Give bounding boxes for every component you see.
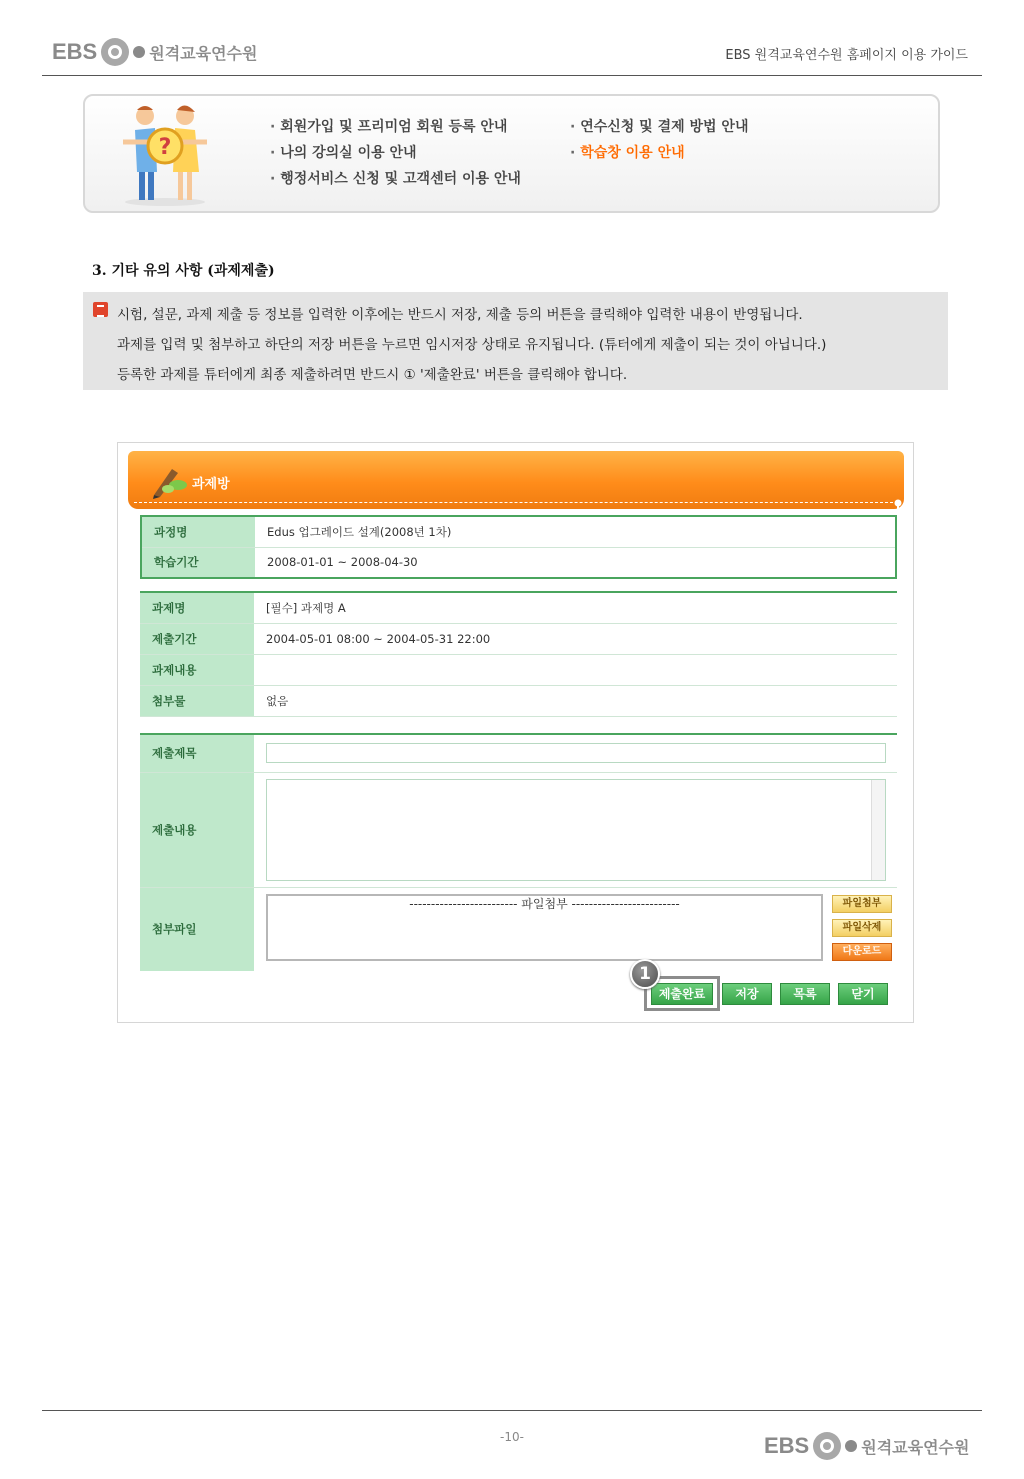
attach-file-label: 첨부파일 xyxy=(140,887,254,971)
submit-period-label: 제출기간 xyxy=(140,623,254,654)
submit-title-input[interactable] xyxy=(266,743,886,763)
table-row xyxy=(140,685,897,716)
course-name-label: 과정명 xyxy=(141,516,255,547)
title-dashed-line xyxy=(134,502,898,503)
table-row xyxy=(141,547,896,578)
svg-text:?: ? xyxy=(158,135,172,160)
course-name-value: Edus 업그레이드 설계(2008년 1차) xyxy=(255,516,896,547)
table-row xyxy=(140,592,897,623)
submit-complete-button[interactable]: 제출완료 xyxy=(651,983,713,1005)
header-title: EBS 원격교육연수원 홈페이지 이용 가이드 xyxy=(725,48,968,63)
nav-item-enroll-payment[interactable]: · 연수신청 및 결제 방법 안내 xyxy=(570,114,748,140)
submit-title-label: 제출제목 xyxy=(140,734,254,772)
section-title: 3. 기타 유의 사항 (과제제출) xyxy=(92,263,275,279)
submit-period-value: 2004-05-01 08:00 ~ 2004-05-31 22:00 xyxy=(254,623,897,654)
attachment-label: 첨부물 xyxy=(140,685,254,716)
attachment-value: 없음 xyxy=(254,685,897,716)
nav-item-admin-service[interactable]: · 행정서비스 신청 및 고객센터 이용 안내 xyxy=(270,166,521,192)
nav-column-2 xyxy=(570,114,748,166)
nav-item-signup[interactable]: · 회원가입 및 프리미엄 회원 등록 안내 xyxy=(270,114,521,140)
notice-line: 시험, 설문, 과제 제출 등 정보를 입력한 이후에는 반드시 저장, 제출 등의 버튼을 클릭해야 입력한 내용이 반영됩니다. xyxy=(117,307,803,323)
footer-divider xyxy=(42,1410,982,1411)
panel-title: 과제방 xyxy=(192,477,230,492)
study-period-value: 2008-01-01 ~ 2008-04-30 xyxy=(255,547,896,578)
attach-file-button[interactable]: 파일첨부 xyxy=(832,895,892,913)
logo-dot-icon xyxy=(133,46,145,58)
question-characters-icon xyxy=(115,102,215,206)
step-number-badge: 1 xyxy=(630,959,660,989)
submit-content-label: 제출내용 xyxy=(140,772,254,887)
header-logo xyxy=(52,38,257,66)
nav-column-1 xyxy=(270,114,521,192)
logo-name-text: 원격교육연수원 xyxy=(861,1437,970,1457)
assignment-name-label: 과제명 xyxy=(140,592,254,623)
download-button[interactable]: 다운로드 xyxy=(832,943,892,961)
submit-content-textarea[interactable] xyxy=(266,779,886,881)
logo-circle-icon xyxy=(101,38,129,66)
notice-line: 등록한 과제를 튜터에게 최종 제출하려면 반드시 ① '제출완료' 버튼을 클릭해야 합니다. xyxy=(117,367,628,383)
logo-circle-icon xyxy=(813,1432,841,1460)
list-button[interactable]: 목록 xyxy=(780,983,830,1005)
assignment-name-value: [필수] 과제명 A xyxy=(254,592,897,623)
footer-logo xyxy=(764,1432,969,1460)
table-row xyxy=(140,654,897,685)
logo-dot-icon xyxy=(845,1440,857,1452)
assignment-info-table xyxy=(140,591,897,717)
textarea-scrollbar[interactable] xyxy=(871,780,885,880)
close-button[interactable]: 닫기 xyxy=(838,983,888,1005)
pencil-icon xyxy=(148,463,188,499)
study-period-label: 학습기간 xyxy=(141,547,255,578)
guide-nav-box xyxy=(83,94,940,213)
nav-item-classroom[interactable]: · 나의 강의실 이용 안내 xyxy=(270,140,521,166)
delete-file-button[interactable]: 파일삭제 xyxy=(832,919,892,937)
course-info-table xyxy=(140,515,897,579)
save-button[interactable]: 저장 xyxy=(722,983,772,1005)
assignment-screenshot xyxy=(117,442,914,1023)
table-row xyxy=(140,623,897,654)
page-number: -10- xyxy=(500,1430,524,1444)
panel-title-bar xyxy=(128,451,904,509)
logo-ebs-text: EBS xyxy=(52,39,98,64)
logo-ebs-text: EBS xyxy=(764,1433,810,1458)
nav-item-learning-window[interactable]: · 학습창 이용 안내 xyxy=(570,140,748,166)
notice-box xyxy=(83,292,948,390)
assignment-content-label: 과제내용 xyxy=(140,654,254,685)
assignment-content-value xyxy=(254,654,897,685)
table-row xyxy=(141,516,896,547)
notice-line: 과제를 입력 및 첨부하고 하단의 저장 버튼을 누르면 임시저장 상태로 유지됩니다. (튜터에게 제출이 되는 것이 아닙니다.) xyxy=(117,337,827,353)
header-divider xyxy=(42,75,982,76)
document-icon xyxy=(93,302,108,317)
logo-name-text: 원격교육연수원 xyxy=(149,43,258,63)
file-list-box[interactable]: ------------------------- 파일첨부 ------------------------- xyxy=(266,894,823,961)
